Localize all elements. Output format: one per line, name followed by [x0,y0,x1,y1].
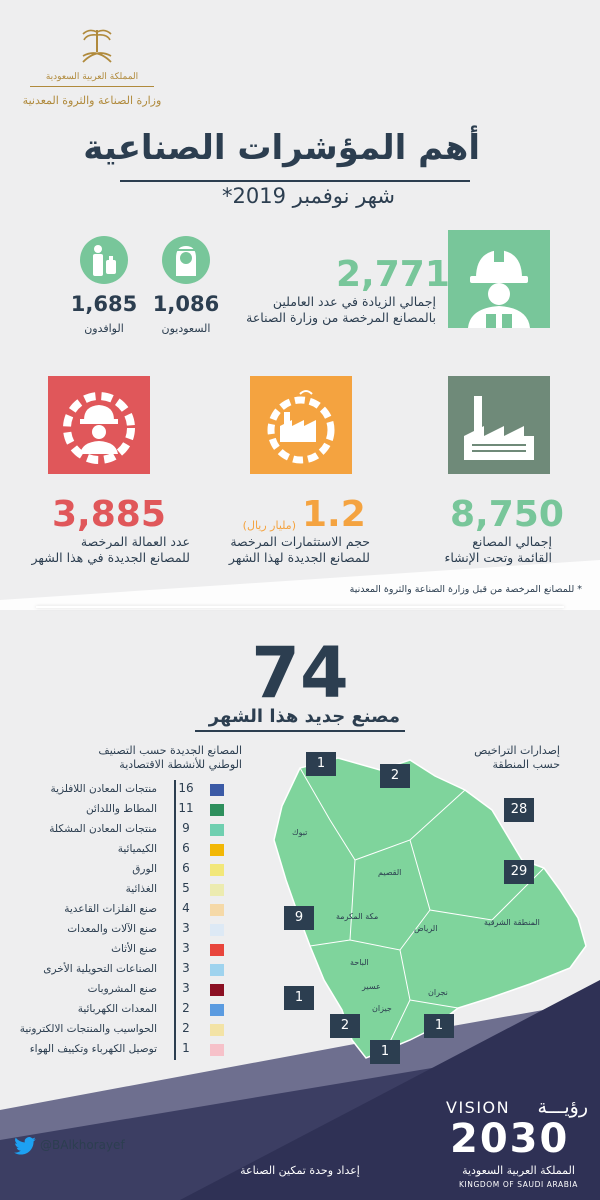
classification-count: 2 [182,1001,190,1015]
classification-row [20,820,225,840]
region-label: جيزان [372,1004,392,1013]
classification-label: الصناعات التحويلية الأخرى [43,963,157,975]
region-label: الرياض [414,924,438,933]
classification-swatch [210,864,224,876]
classification-swatch [210,824,224,836]
vision-2030-logo [446,1098,596,1198]
classification-swatch [210,804,224,816]
factory-icon [448,376,550,474]
workers-desc-line2: بالمصانع المرخصة من وزارة الصناعة [246,310,436,325]
classification-title [42,744,242,772]
classification-count: 3 [182,921,190,935]
region-count-box: 2 [330,1014,360,1038]
classification-count: 2 [182,1021,190,1035]
worker-tile [448,230,550,328]
classification-count: 6 [182,861,190,875]
classification-row [20,1040,225,1060]
expat-icon-tile [80,236,128,284]
factories-tile [448,376,550,474]
classification-row [20,880,225,900]
classification-label: صنع الأثاث [111,943,157,955]
labor-tile [48,376,150,474]
labor-desc-line2: للمصانع الجديدة في هذا الشهر [31,550,190,565]
classification-count: 3 [182,981,190,995]
classification-row [20,860,225,880]
region-count-box: 29 [504,860,534,884]
region-count-box: 1 [306,752,336,776]
regions-title-line1: إصدارات التراخيص [474,744,560,757]
classification-row [20,940,225,960]
gear-factory-icon [250,376,352,474]
classification-label: الورق [132,863,157,875]
region-label: عسير [362,982,381,991]
factories-desc [412,534,552,566]
classification-count: 6 [182,841,190,855]
saudi-icon-tile [162,236,210,284]
prepared-by: إعداد وحدة تمكين الصناعة [240,1164,360,1177]
classification-count: 9 [182,821,190,835]
classification-count: 3 [182,961,190,975]
classification-row [20,920,225,940]
classification-row [20,840,225,860]
workers-desc-line1: إجمالي الزيادة في عدد العاملين [272,294,436,309]
classification-swatch [210,964,224,976]
region-count-box: 9 [284,906,314,930]
vision-year: 2030 [450,1116,570,1162]
investment-desc [200,534,370,566]
expat-label: الوافدون [84,322,124,335]
region-count-box: 2 [380,764,410,788]
investment-value: 1.2 [302,494,366,535]
kingdom-en: KINGDOM OF SAUDI ARABIA [458,1180,579,1189]
classification-swatch [210,924,224,936]
classification-label: منتجات المعادن اللافلزية [50,783,157,795]
vision-ar: رؤيـــة [537,1096,588,1118]
palm-swords-icon [77,26,117,68]
twitter-handle[interactable]: @BAlkhorayef [40,1138,125,1152]
classification-row [20,900,225,920]
kingdom-ar: المملكة العربية السعودية [462,1164,575,1177]
investment-unit: (مليار ريال) [242,519,296,532]
classification-label: الحواسيب والمنتجات الالكترونية [19,1023,157,1035]
classification-label: منتجات المعادن المشكلة [49,823,157,835]
labor-value: 3,885 [52,494,166,535]
investment-desc-line2: للمصانع الجديدة لهذا الشهر [228,550,370,565]
factories-desc-line2: القائمة وتحت الإنشاء [444,550,552,565]
region-label: المنطقة الشرقية [484,918,540,927]
region-count-box: 28 [504,798,534,822]
twitter-icon[interactable] [14,1137,36,1155]
classification-label: صنع الآلات والمعدات [67,923,157,935]
logo-divider [30,86,154,87]
classification-count: 16 [178,781,194,795]
classification-swatch [210,844,224,856]
classification-swatch [210,1004,224,1016]
title-underline [120,180,470,182]
classification-swatch [210,1044,224,1056]
investment-desc-line1: حجم الاستثمارات المرخصة [230,534,370,549]
classification-title-line1: المصانع الجديدة حسب التصنيف [98,744,242,757]
vision-en: VISION [446,1098,511,1117]
labor-desc [0,534,190,566]
footnote: * للمصانع المرخصة من قبل وزارة الصناعة والثروة المعدنية [349,584,582,595]
region-count-box: 1 [370,1040,400,1064]
region-label: الباحة [350,958,369,967]
page-title: أهم المؤشرات الصناعية [83,128,480,168]
expat-count: 1,685 [70,292,138,316]
page-subtitle: شهر نوفمبر 2019* [222,184,395,208]
classification-label: الغذائية [125,883,157,895]
classification-count: 11 [178,801,194,815]
classification-count: 1 [182,1041,190,1055]
classification-row [20,960,225,980]
regions-title-line2: حسب المنطقة [492,758,560,771]
classification-row [20,1020,225,1040]
labor-desc-line1: عدد العمالة المرخصة [80,534,190,549]
factories-value: 8,750 [450,494,564,535]
saudi-count: 1,086 [152,292,220,316]
classification-swatch [210,1024,224,1036]
classification-label: المعدات الكهربائية [77,1003,157,1015]
gear-worker-icon [48,376,150,474]
classification-row [20,780,225,800]
classification-count: 4 [182,901,190,915]
classification-swatch [210,884,224,896]
classification-count: 3 [182,941,190,955]
workers-total-value: 2,771 [336,254,450,295]
classification-row [20,800,225,820]
new-factories-value: 74 [251,632,349,714]
classification-swatch [210,784,224,796]
region-label: مكة المكرمة [336,912,379,921]
classification-label: الكيميائية [117,843,157,855]
classification-list [20,780,225,1060]
new-factories-label: مصنع جديد هذا الشهر [208,706,400,727]
hardhat-worker-icon [448,230,550,328]
saudi-person-icon [162,236,210,284]
region-count-box: 1 [424,1014,454,1038]
classification-swatch [210,944,224,956]
logo-text-kingdom: المملكة العربية السعودية [45,72,139,82]
classification-swatch [210,904,224,916]
ministry-logo [22,18,162,123]
investment-tile [250,376,352,474]
region-label: نجران [428,988,448,997]
classification-count: 5 [182,881,190,895]
classification-label: المطاط واللدائن [85,803,157,815]
saudi-label: السعوديون [161,322,211,335]
classification-swatch [210,984,224,996]
classification-row [20,1000,225,1020]
region-label: تبوك [292,828,308,837]
classification-row [20,980,225,1000]
new-factories-underline [195,730,405,732]
classification-label: صنع الفلزات القاعدية [64,903,157,915]
workers-total-desc [216,294,436,326]
classification-label: صنع المشروبات [87,983,157,995]
region-count-box: 1 [284,986,314,1010]
expat-person-icon [80,236,128,284]
classification-title-line2: الوطني للأنشطة الاقتصادية [119,758,242,771]
classification-label: توصيل الكهرباء وتكييف الهواء [29,1043,157,1055]
region-label: القصيم [378,868,402,877]
section-divider [36,606,564,608]
logo-text-ministry: وزارة الصناعة والثروة المعدنية [22,94,162,107]
factories-desc-line1: إجمالي المصانع [472,534,552,549]
